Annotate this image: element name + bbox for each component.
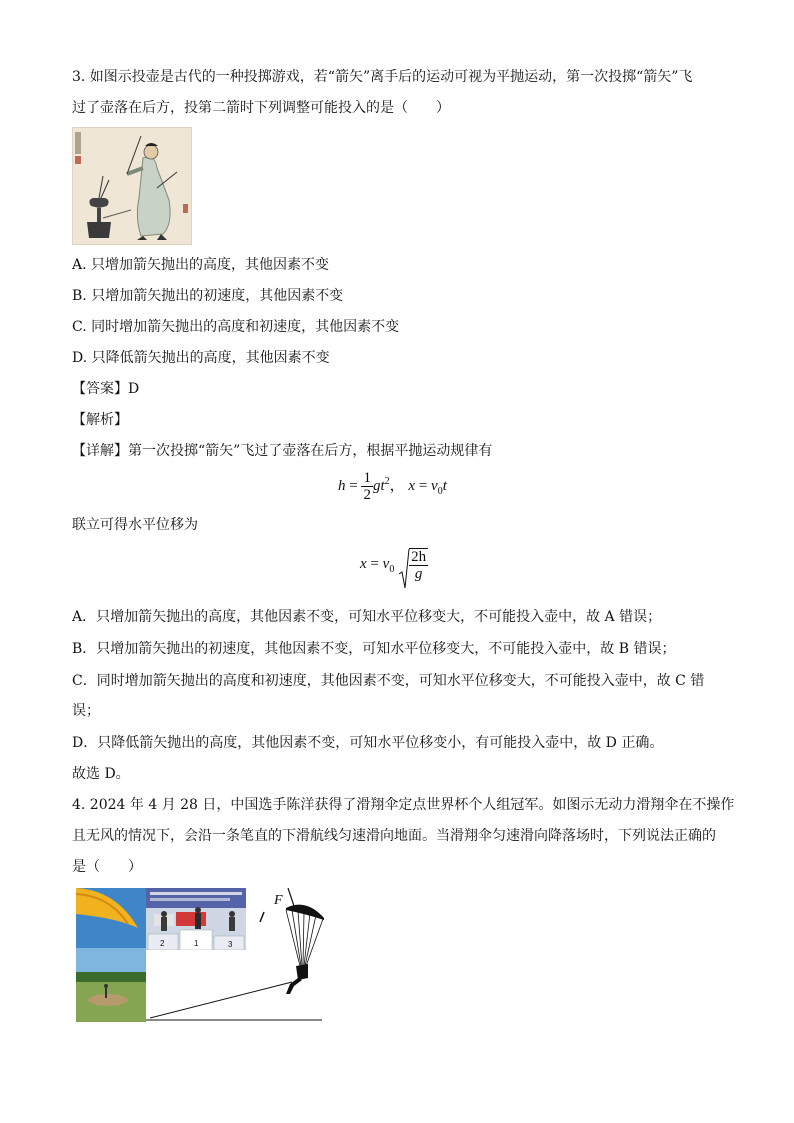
q3-explain-c-cont: 误； — [72, 703, 100, 719]
q3-analysis-label: 【解析】 — [72, 412, 128, 428]
q3-explain-d: D．只降低箭矢抛出的高度，其他因素不变，可知水平位移变小，有可能投入壶中，故 D 正确。 — [72, 735, 664, 751]
podium-number-third: 3 — [228, 940, 233, 949]
q3-explain-c: C．同时增加箭矢抛出的高度和初速度，其他因素不变，可知水平位移变大，不可能投入壶中，故 C 错 — [72, 673, 705, 689]
podium-number-second: 2 — [160, 939, 165, 948]
q4-stem-line3: 是（ ） — [72, 859, 142, 875]
q3-option-c: C. 同时增加箭矢抛出的高度和初速度，其他因素不变 — [72, 319, 400, 335]
q3-stem-line2: 过了壶落在后方，投第二箭时下列调整可能投入的是（ ） — [72, 100, 450, 116]
fraction-one-half: $\frac{1}{2}$ — [363, 470, 371, 503]
q3-explain-a: A．只增加箭矢抛出的高度，其他因素不变，可知水平位移变大，不可能投入壶中，故 A 错误； — [72, 609, 662, 625]
q3-conclusion: 故选 D。 — [72, 766, 130, 782]
q3-explain-b: B．只增加箭矢抛出的初速度，其他因素不变，可知水平位移变大，不可能投入壶中，故 B 错误； — [72, 641, 676, 657]
q3-detail-line: 【详解】第一次投掷“箭矢”飞过了壶落在后方，根据平抛运动规律有 — [72, 443, 493, 459]
q3-combine-line: 联立可得水平位移为 — [72, 517, 198, 533]
q3-option-a: A. 只增加箭矢抛出的高度，其他因素不变 — [72, 257, 330, 273]
q3-stem-line1: 3. 如图示投壶是古代的一种投掷游戏，若“箭矢”离手后的运动可视为平抛运动，第一次投掷“箭矢”飞 — [72, 69, 693, 85]
force-diagram-drawing — [146, 888, 336, 1024]
paraglider-force-diagram — [146, 888, 336, 1024]
q4-stem-line2: 且无风的情况下，会沿一条笔直的下滑航线匀速滑向地面。当滑翔伞匀速滑向降落场时，下列说法正确的 — [72, 828, 716, 844]
fraction-2h-over-g: $\frac{2h}{g}$ — [411, 549, 427, 582]
paraglider-photo-drawing — [76, 888, 146, 1022]
q3-option-d: D. 只降低箭矢抛出的高度，其他因素不变 — [72, 350, 330, 366]
podium-number-first: 1 — [194, 939, 199, 948]
equation-horizontal-displacement: $x = v_0$ $\frac{2h}{g}$ — [360, 548, 428, 592]
pitch-pot-figure-drawing — [73, 128, 191, 244]
q3-answer: 【答案】D — [72, 381, 140, 397]
pitch-pot-painting — [72, 127, 192, 245]
q3-option-b: B. 只增加箭矢抛出的初速度，其他因素不变 — [72, 288, 344, 304]
q4-stem-line1: 4. 2024 年 4 月 28 日，中国选手陈洋获得了滑翔伞定点世界杯个人组冠军。如图示无动力滑翔伞在不操作 — [72, 797, 735, 813]
equation-projectile: h = $\frac{1}{2}$ $gt^2$， $x = v_0t$ — [338, 470, 447, 503]
force-label: F — [274, 893, 283, 908]
paraglider-landing-photo — [76, 888, 146, 1022]
